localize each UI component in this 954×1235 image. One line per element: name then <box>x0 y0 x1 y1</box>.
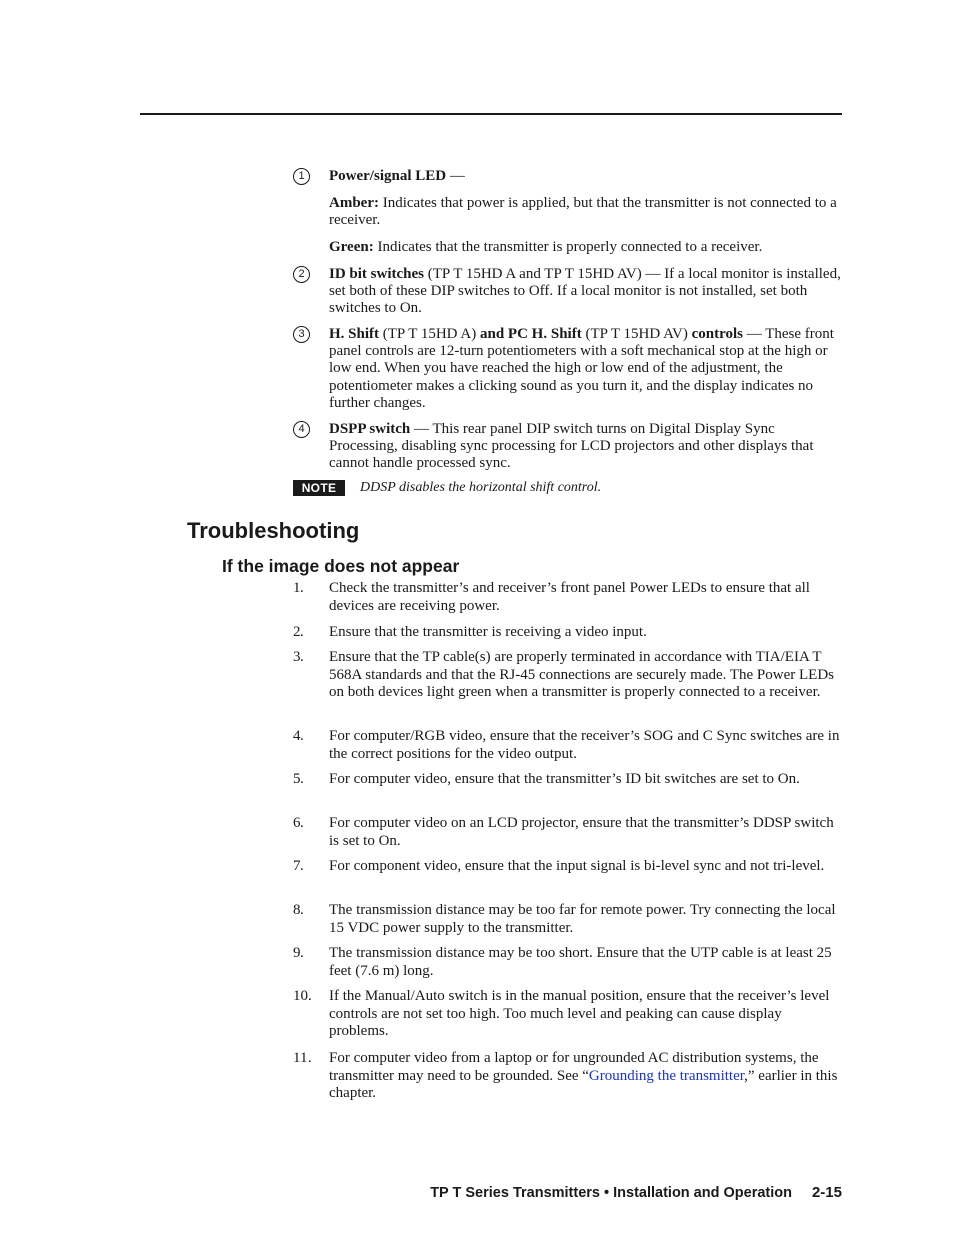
step-text: Ensure that the transmitter is receiving a video input. <box>329 624 647 640</box>
callout-title: Power/signal LED <box>329 168 447 184</box>
step-number: 9 <box>293 945 301 961</box>
page-number: 2-15 <box>811 1184 842 1201</box>
green-label: Green: <box>329 238 374 255</box>
callout-description: (TP T 15HD A and TP T 15HD AV) — If a local monitor is installed, set both of these DIP switches to Off. If a local monitor is not installed, set both switches to On. <box>329 266 841 317</box>
callout-title-suffix: — <box>446 168 465 184</box>
note-text: DDSP disables the horizontal shift control. <box>360 480 602 495</box>
note-block <box>293 480 845 498</box>
list-item: 11 . For computer video from a laptop or for ungrounded AC distribution systems, the transmitter may need to be grounded. See “Grounding the transmitter,” earlier in this chapter. <box>293 1050 838 1102</box>
header-rule <box>140 113 842 115</box>
step-text: The transmission distance may be too short. Ensure that the UTP cable is at least 25 feet (7.6 m) long. <box>329 945 832 979</box>
step-text: For computer video on an LCD projector, ensure that the transmitter’s DDSP switch is set to On. <box>329 815 834 849</box>
step-text: If the Manual/Auto switch is in the manual position, ensure that the receiver’s level controls are not set too high. Too much level and peaking can cause display problems. <box>329 988 830 1040</box>
callout-text-b: (TP T 15HD AV) <box>581 326 692 342</box>
callout-description: — These front panel controls are 12-turn potentiometers with a soft mechanical stop at the high or low end. When you have reached the high or low end of the adjustment, the potentiometer makes a clicking sound as you turn it, and the display indicates no further changes. <box>329 326 834 411</box>
list-item: 3 . Ensure that the TP cable(s) are properly terminated in accordance with TIA/EIA T 568A standards and that the RJ-45 connections are securely made. The Power LEDs on both devices light green when a transmitter is properly connected to a receiver. <box>293 649 845 702</box>
callout-title: ID bit switches <box>329 266 425 282</box>
callout-number-4-icon: 4 <box>293 421 310 438</box>
step-number: 8 <box>293 902 301 918</box>
step-text: Ensure that the TP cable(s) are properly terminated in accordance with TIA/EIA T 568A standards and that the RJ-45 connections are securely made. The Power LEDs on both devices light green when a transmitter is properly connected to a receiver. <box>329 649 835 701</box>
list-item: 1 . Check the transmitter’s and receiver’s front panel Power LEDs to ensure that all devices are receiving power. <box>293 580 845 615</box>
callout-h-shift-controls <box>293 326 845 412</box>
grounding-link[interactable]: Grounding the transmitter <box>588 1067 745 1084</box>
step-text: The transmission distance may be too far for remote power. Try connecting the local 15 VDC power supply to the transmitter. <box>329 902 836 936</box>
amber-description: Indicates that power is applied, but that the transmitter is not connected to a receiver. <box>329 194 837 228</box>
step-number: 5 <box>293 771 301 787</box>
list-item: 7 . For component video, ensure that the input signal is bi-level sync and not tri-level. <box>293 858 845 876</box>
list-item: 8 . The transmission distance may be too far for remote power. Try connecting the local 15 VDC power supply to the transmitter. <box>293 902 845 937</box>
step-number: 6 <box>293 815 301 831</box>
callout-title-b: and PC H. Shift <box>480 326 582 342</box>
callout-title-c: controls <box>691 326 743 342</box>
amber-label: Amber: <box>329 194 379 211</box>
callout-dspp-switch <box>293 421 845 473</box>
note-badge: NOTE <box>293 480 345 496</box>
step-number: 4 <box>293 728 301 744</box>
step-number: 3 <box>293 649 301 665</box>
list-item: 2 . Ensure that the transmitter is receiving a video input. <box>293 624 845 642</box>
green-description: Indicates that the transmitter is properly connected to a receiver. <box>373 238 763 255</box>
step-text: For computer video, ensure that the transmitter’s ID bit switches are set to On. <box>329 771 800 787</box>
list-item: 10 . If the Manual/Auto switch is in the manual position, ensure that the receiver’s level controls are not set too high. Too much level and peaking can cause display problems. <box>293 988 845 1041</box>
step-number: 7 <box>293 858 301 874</box>
callout-number-1-icon: 1 <box>293 168 310 185</box>
step-text: For computer/RGB video, ensure that the receiver’s SOG and C Sync switches are in the correct positions for the video output. <box>329 728 840 762</box>
callout-number-2-icon: 2 <box>293 266 310 283</box>
subsection-title: If the image does not appear <box>222 556 460 576</box>
page-footer <box>300 1184 842 1202</box>
step-text: For computer video from a laptop or for ungrounded AC distribution systems, the transmitter may need to be grounded. See “ <box>329 1050 819 1084</box>
section-title: Troubleshooting <box>187 518 360 543</box>
footer-title: TP T Series Transmitters • Installation and Operation <box>430 1185 792 1201</box>
step-text: Check the transmitter’s and receiver’s front panel Power LEDs to ensure that all devices are receiving power. <box>329 580 810 614</box>
list-item: 5 . For computer video, ensure that the transmitter’s ID bit switches are set to On. <box>293 771 845 789</box>
list-item: 4 . For computer/RGB video, ensure that the receiver’s SOG and C Sync switches are in the correct positions for the video output. <box>293 728 845 763</box>
step-text-after: ,” earlier in this chapter. <box>329 1067 838 1102</box>
step-text: For component video, ensure that the input signal is bi-level sync and not tri-level. <box>329 858 825 874</box>
list-item: 9 . The transmission distance may be too short. Ensure that the UTP cable is at least 25 feet (7.6 m) long. <box>293 945 845 980</box>
callout-title-a: H. Shift <box>329 326 380 342</box>
callout-title: DSPP switch <box>329 421 411 437</box>
callout-text-a: (TP T 15HD A) <box>379 326 480 342</box>
callout-number-3-icon: 3 <box>293 326 310 343</box>
list-item: 6 . For computer video on an LCD projector, ensure that the transmitter’s DDSP switch is set to On. <box>293 815 845 850</box>
callout-power-signal-led <box>293 168 845 256</box>
step-number: 1 <box>293 580 301 596</box>
step-number: 2 <box>293 624 301 640</box>
callout-description: — This rear panel DIP switch turns on Digital Display Sync Processing, disabling sync processing for LCD projectors and other displays that cannot handle processed sync. <box>329 421 814 472</box>
step-number: 11 <box>293 1050 308 1066</box>
step-number: 10 <box>293 988 308 1004</box>
callout-id-bit-switches <box>293 266 845 318</box>
